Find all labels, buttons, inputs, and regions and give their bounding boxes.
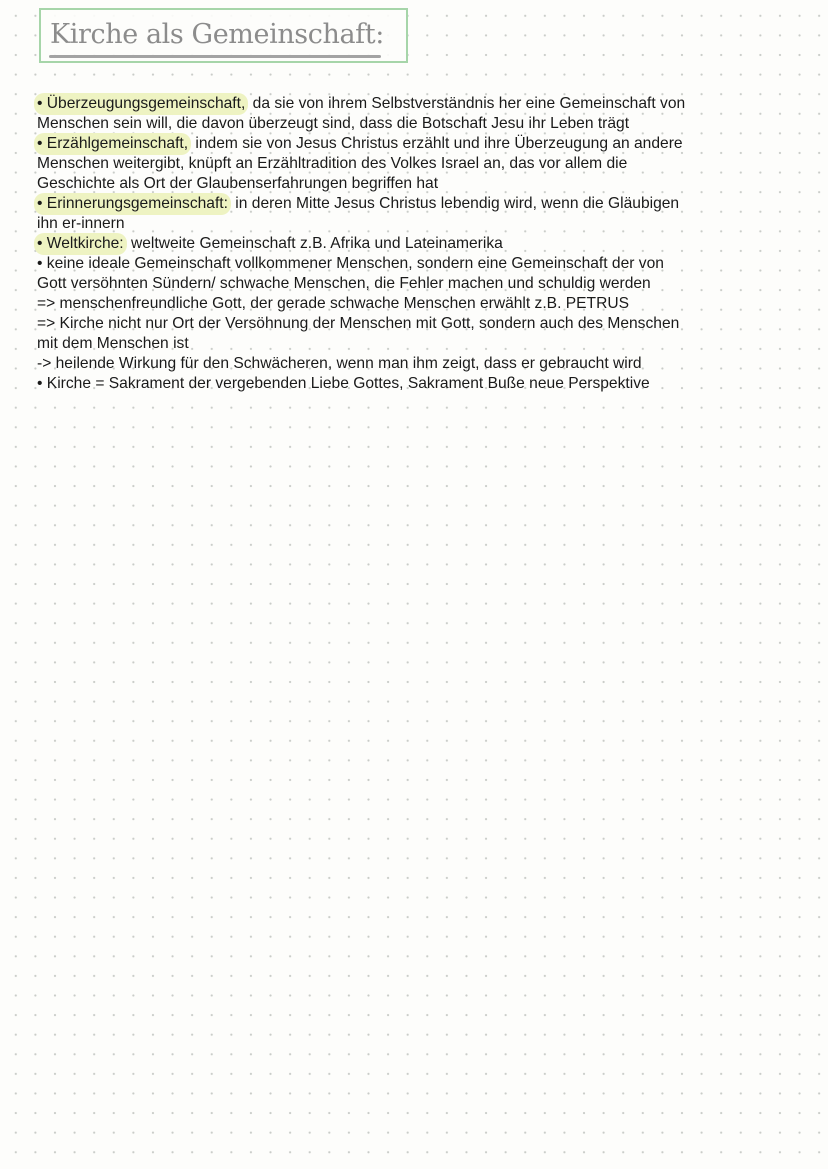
title-box (39, 8, 408, 63)
highlighted-term: • Überzeugungsgemeinschaft, (34, 93, 248, 115)
line-text: mit dem Menschen ist (37, 335, 189, 352)
text-line (37, 154, 807, 174)
text-line (37, 254, 807, 274)
line-text: da sie von ihrem Selbstverständnis her eine Gemeinschaft von (248, 95, 686, 112)
highlighted-term: • Erinnerungsgemeinschaft: (34, 193, 231, 215)
line-text: Menschen weitergibt, knüpft an Erzähltradition des Volkes Israel an, das vor allem die (37, 155, 628, 172)
line-text: ihn er-innern (37, 215, 125, 232)
page-title: Kirche als Gemeinschaft: (50, 19, 384, 50)
text-line (37, 94, 807, 114)
line-text: weltweite Gemeinschaft z.B. Afrika und Lateinamerika (126, 235, 503, 252)
text-line (37, 294, 807, 314)
text-line (37, 274, 807, 294)
line-text: => menschenfreundliche Gott, der gerade schwache Menschen erwählt z.B. PETRUS (37, 295, 629, 312)
line-text: => Kirche nicht nur Ort der Versöhnung der Menschen mit Gott, sondern auch des Menschen (37, 315, 680, 332)
line-text: indem sie von Jesus Christus erzählt und ihre Überzeugung an andere (191, 135, 683, 152)
line-text: • keine ideale Gemeinschaft vollkommener Menschen, sondern eine Gemeinschaft der von (37, 255, 664, 272)
line-text: Menschen sein will, die davon überzeugt sind, dass die Botschaft Jesu ihr Leben trägt (37, 115, 630, 132)
text-line (37, 114, 807, 134)
line-text: Geschichte als Ort der Glaubenserfahrungen begriffen hat (37, 175, 439, 192)
text-line (37, 354, 807, 374)
text-line (37, 214, 807, 234)
highlighted-term: • Erzählgemeinschaft, (34, 133, 191, 155)
text-line (37, 314, 807, 334)
text-line (37, 374, 807, 394)
text-line (37, 134, 807, 154)
text-line (37, 174, 807, 194)
line-text: -> heilende Wirkung für den Schwächeren, wenn man ihm zeigt, dass er gebraucht wird (37, 355, 642, 372)
highlighted-term: • Weltkirche: (34, 233, 127, 255)
text-line (37, 334, 807, 354)
line-text: in deren Mitte Jesus Christus lebendig wird, wenn die Gläubigen (230, 195, 680, 212)
line-text: Gott versöhnten Sündern/ schwache Menschen, die Fehler machen und schuldig werden (37, 275, 651, 292)
line-text: • Kirche = Sakrament der vergebenden Liebe Gottes, Sakrament Buße neue Perspektive (37, 375, 650, 392)
text-line (37, 194, 807, 214)
notes-body (37, 94, 807, 394)
title-underline (49, 55, 381, 58)
text-line (37, 234, 807, 254)
